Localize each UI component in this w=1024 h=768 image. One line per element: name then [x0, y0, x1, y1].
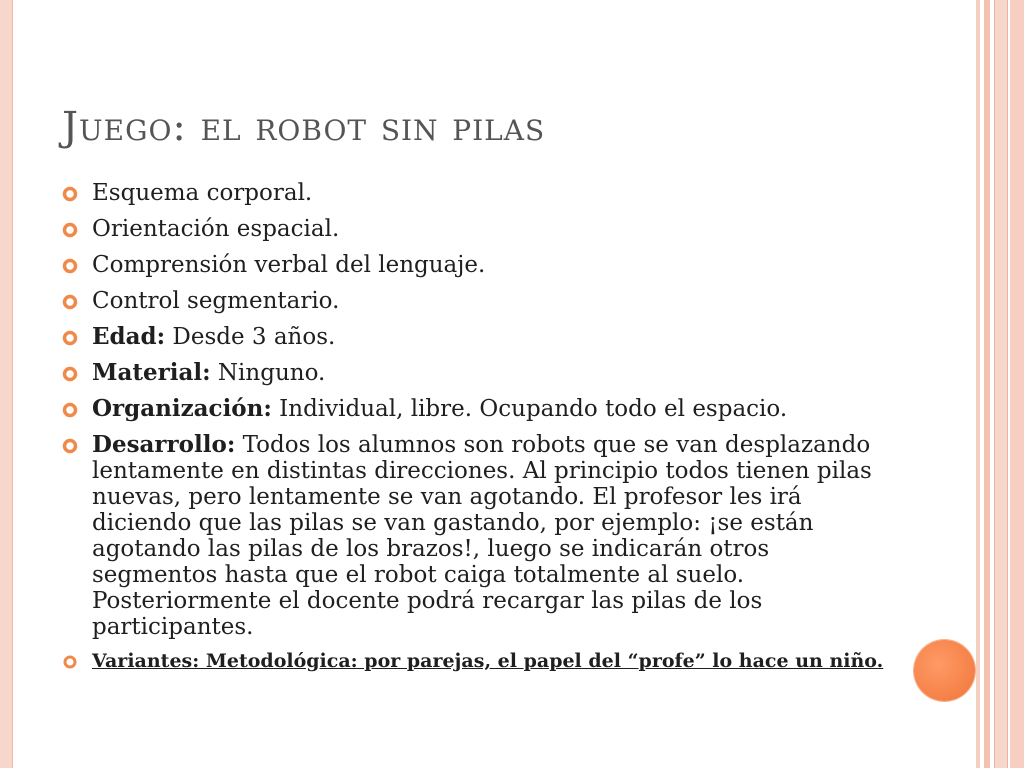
bullet-text: Comprensión verbal del lenguaje. [92, 252, 486, 278]
bullet-text: Desde 3 años. [165, 324, 336, 350]
right-stripe [994, 0, 1008, 768]
ring-bullet-icon [62, 330, 78, 346]
variantes-item [62, 650, 892, 672]
bullet-list [62, 180, 892, 682]
right-stripe [976, 0, 980, 768]
bullet-item [62, 396, 892, 422]
bullet-label: Desarrollo: [92, 431, 236, 458]
left-border [0, 0, 13, 768]
ring-bullet-icon [62, 294, 78, 310]
decorative-circle [914, 640, 975, 701]
ring-bullet-icon [62, 654, 78, 670]
bullet-text: Control segmentario. [92, 288, 340, 314]
bullet-item [62, 360, 892, 386]
bullet-label: Organización: [92, 395, 272, 422]
slide-title: Juego: el robot sin pilas [62, 104, 546, 150]
bullet-item [62, 216, 892, 242]
bullet-item [62, 180, 892, 206]
bullet-label: Material: [92, 359, 211, 386]
bullet-item [62, 432, 892, 640]
ring-bullet-icon [62, 186, 78, 202]
bullet-text: Ninguno. [210, 360, 326, 386]
ring-bullet-icon [62, 366, 78, 382]
bullet-text: Todos los alumnos son robots que se van desplazando lentamente en distintas direcciones. Al principio todos tienen pilas nuevas, pero lentamente se van agotando. El profesor les irá diciendo que las pilas se van gastando, por ejemplo: ¡se están agotando las pilas de los brazos!, luego se indicarán otros segmentos hasta que el robot caiga totalmente al suelo. Posteriormente el docente podrá recargar las pilas de los participantes. [92, 432, 872, 640]
ring-bullet-icon [62, 258, 78, 274]
ring-bullet-icon [62, 402, 78, 418]
right-stripe [1010, 0, 1024, 768]
bullet-text: Individual, libre. Ocupando todo el espacio. [271, 396, 788, 422]
bullet-label: Edad: [92, 323, 166, 350]
ring-bullet-icon [62, 222, 78, 238]
bullet-item [62, 324, 892, 350]
bullet-text: Orientación espacial. [92, 216, 340, 242]
bullet-item [62, 252, 892, 278]
right-stripe [984, 0, 990, 768]
bullet-text: Esquema corporal. [92, 180, 313, 206]
ring-bullet-icon [62, 438, 78, 454]
variantes-text: Variantes: Metodológica: por parejas, el papel del “profe” lo hace un niño. [92, 650, 884, 672]
bullet-item [62, 288, 892, 314]
